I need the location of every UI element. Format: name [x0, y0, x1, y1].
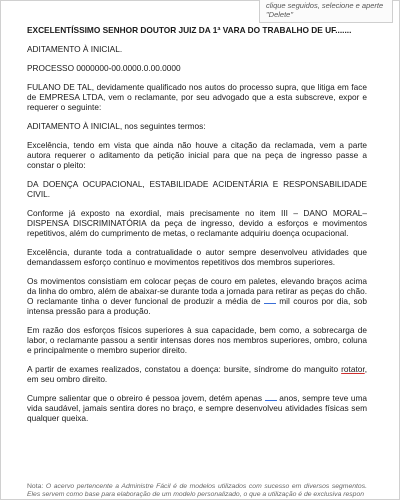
footnote-text: O acervo pertencente a Administre Fácil é de modelos utilizados com sucesso em diversos segmentos. Eles servem como base para elaboração de um modelo personalizado, o que a utilização é de exclusiva respon — [27, 483, 367, 498]
em-razao-paragraph: Em razão dos esforços físicos superiores à sua capacidade, bem como, a sobrecarga de labor, o reclamante passou a sentir intensas dores nos membros superiores, ombro, coluna e principalmente o membro superior direito. — [27, 325, 367, 355]
excelencia-paragraph-1: Excelência, tendo em vista que ainda não houve a citação da reclamada, vem a parte autora requerer o aditamento da petição inicial para que na peça de ingresso passe a constar o pleito: — [27, 140, 367, 170]
aditamento-title: ADITAMENTO À INICIAL. — [27, 44, 123, 54]
excelencia-paragraph-2: Excelência, durante toda a contratualidade o autor sempre desenvolveu atividades que demandassem esforço contínuo e movimentos repetitivos dos membros superiores. — [27, 247, 367, 267]
intro-paragraph: FULANO DE TAL, devidamente qualificado nos autos do processo supra, que litiga em face de EMPRESA LTDA, vem o reclamante, por seu advogado que a esta subscreve, expor e requerer o seguinte: — [27, 82, 367, 112]
conforme-paragraph: Conforme já exposto na exordial, mais precisamente no item III – DANO MORAL– DISPENSA DISCRIMINATÓRIA da peça de ingresso, devido a esforços e movimentos repetitivos, além do cumprimento de metas, o reclamante adquiriu doença ocupacional. — [27, 208, 367, 238]
footnote-label: Nota: — [27, 483, 44, 490]
top-note-text: clique seguidos, selecione e aperte "Delete" — [266, 1, 384, 19]
cumpre-text-a: Cumpre salientar que o obreiro é pessoa jovem, detém apenas — [27, 393, 262, 403]
cumpre-text-b: anos, sempre teve uma vida saudável, jamais sentira dores no braço, e sempre desenvolveu atividades físicas sem qualquer queixa. — [27, 393, 367, 423]
spellcheck-word: rotator — [341, 364, 365, 374]
a-partir-paragraph — [27, 364, 367, 384]
a-partir-text-b: , em seu ombro direito. — [27, 364, 367, 384]
footnote — [27, 483, 367, 499]
doenca-section-title: DA DOENÇA OCUPACIONAL, ESTABILIDADE ACIDENTÁRIA E RESPONSABILIDADE CIVIL. — [27, 179, 367, 199]
top-instruction-note — [259, 0, 393, 23]
movimentos-paragraph — [27, 276, 367, 316]
document-body — [27, 25, 367, 432]
cumpre-paragraph — [27, 393, 367, 423]
document-heading: EXCELENTÍSSIMO SENHOR DOUTOR JUIZ DA 1ª VARA DO TRABALHO DE UF....... — [27, 25, 352, 35]
aditamento-terms: ADITAMENTO À INICIAL, nos seguintes termos: — [27, 121, 206, 131]
quantity-blank[interactable] — [264, 296, 276, 304]
movimentos-text-a: Os movimentos consistiam em colocar peças de couro em paletes, elevando braços acima da linha do ombro, além de abaixar-se durante toda a jornada para retirar as peças do chão. O reclamante tinha o dever funcional de produzir a média de — [27, 276, 367, 306]
a-partir-text-a: A partir de exames realizados, constatou a doença: bursite, síndrome do manguito — [27, 364, 339, 374]
age-blank[interactable] — [265, 393, 277, 401]
movimentos-text-b: mil couros por dia, sob intensa pressão para a produção. — [27, 296, 368, 316]
process-number: PROCESSO 0000000-00.0000.0.00.0000 — [27, 63, 181, 73]
